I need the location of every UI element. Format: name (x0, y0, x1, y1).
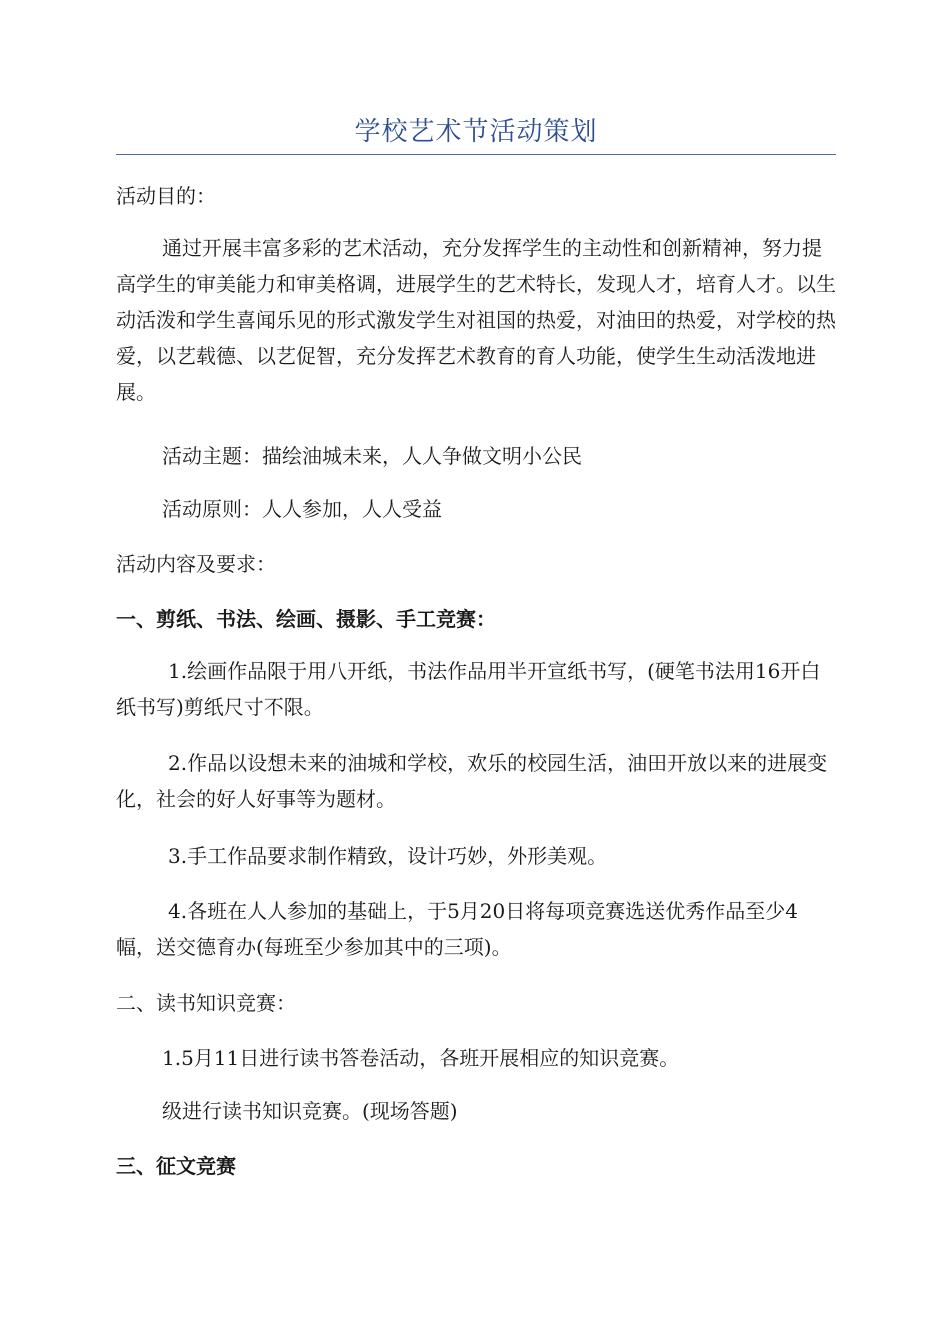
section1-item-3: 3.手工作品要求制作精致，设计巧妙，外形美观。 (168, 844, 608, 868)
document-title: 学校艺术节活动策划 (354, 117, 598, 147)
section1-item-1: 1.绘画作品限于用八开纸，书法作品用半开宣纸书写，(硬笔书法用16开白纸书写)剪纸尺寸不限。 (116, 659, 821, 719)
section1-item-4: 4.各班在人人参加的基础上，于5月20日将每项竞赛选送优秀作品至少4幅，送交德育办(每班至少参加其中的三项)。 (116, 899, 798, 959)
section1-item-2: 2.作品以设想未来的油城和学校，欢乐的校园生活，油田开放以来的进展变化，社会的好人好事等为题材。 (116, 751, 828, 811)
section2-item-1: 1.5月11日进行读书答卷活动，各班开展相应的知识竞赛。 (162, 1046, 680, 1070)
principle-line: 活动原则：人人参加，人人受益 (162, 497, 442, 521)
theme-line: 活动主题：描绘油城未来，人人争做文明小公民 (162, 444, 582, 468)
section2-heading: 二、读书知识竞赛： (116, 991, 296, 1015)
purpose-body: 通过开展丰富多彩的艺术活动，充分发挥学生的主动性和创新精神，努力提高学生的审美能力和审美格调，进展学生的艺术特长，发现人才，培育人才。以生动活泼和学生喜闻乐见的形式激发学生对祖国的热爱，对油田的热爱，对学校的热爱，以艺载德、以艺促智，充分发挥艺术教育的育人功能，使学生生动活泼地进展。 (116, 236, 836, 404)
purpose-heading: 活动目的： (116, 184, 216, 208)
title-underline (116, 154, 836, 155)
section1-heading: 一、剪纸、书法、绘画、摄影、手工竞赛： (116, 607, 496, 631)
section2-item-2: 级进行读书知识竞赛。(现场答题) (162, 1099, 458, 1123)
section3-heading: 三、征文竞赛 (116, 1154, 236, 1178)
content-heading: 活动内容及要求： (116, 552, 276, 576)
